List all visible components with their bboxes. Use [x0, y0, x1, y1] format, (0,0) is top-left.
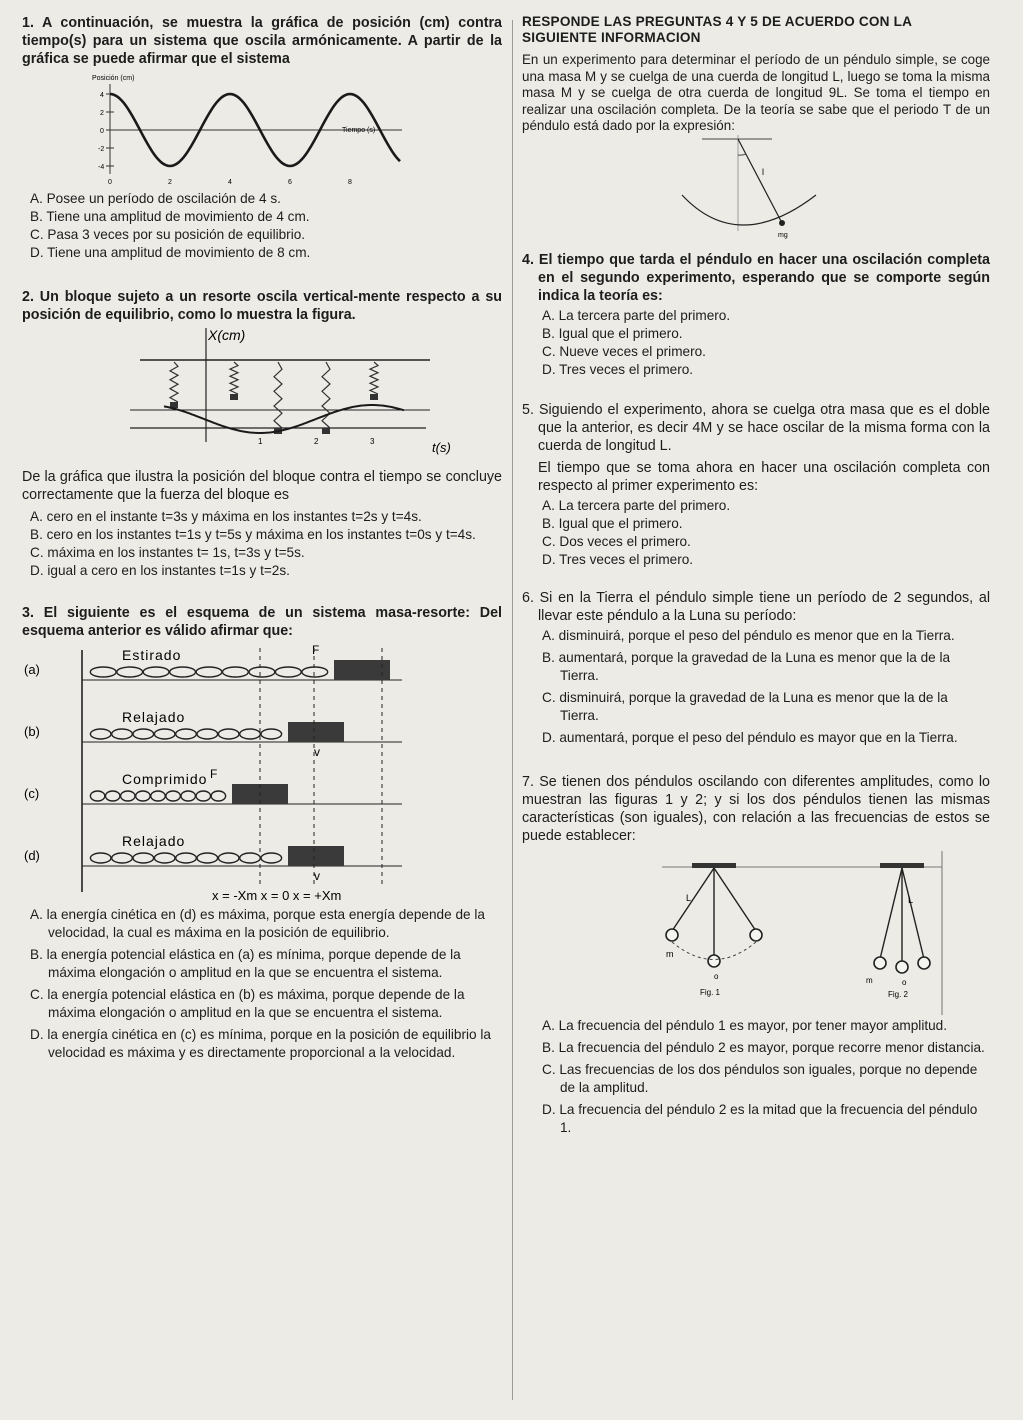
q2-xtick: 1 — [258, 437, 263, 446]
spring-loop — [197, 729, 218, 739]
spring-loop — [196, 791, 210, 801]
q2-spring-chart — [130, 324, 460, 464]
spring-loop — [240, 729, 261, 739]
spring-loop — [154, 853, 175, 863]
q3-arrow-label: F — [312, 643, 320, 657]
q7-pendulums-figure — [532, 847, 972, 1017]
q1-option-a: A. Posee un período de oscilación de 4 s. — [30, 191, 281, 206]
spring-loop — [133, 729, 154, 739]
q1-xtick: 8 — [348, 179, 352, 186]
q5-stem: 5. Siguiendo el experimento, ahora se cuelga otra masa que es el doble que la anterior, es decir 4M y se hace oscilar de la misma forma con la cuerda de longitud L. — [522, 401, 990, 454]
spring-loop — [90, 729, 111, 739]
spring-loop — [275, 667, 301, 677]
spring-mass — [370, 394, 378, 400]
spring-loop — [176, 729, 197, 739]
q1-option-b: B. Tiene una amplitud de movimiento de 4 cm. — [30, 209, 310, 224]
right-column — [522, 14, 990, 1137]
pendulum-diagram — [672, 135, 832, 245]
q2-xtick: 3 — [370, 437, 375, 446]
q7-stem: 7. Se tienen dos péndulos oscilando con diferentes amplitudes, como lo muestran las figuras 1 y 2; y si los dos péndulos tienen las mismas características (son iguales), con relación a las frecuencias de estos se puede establecer: — [522, 773, 990, 844]
mass-block — [288, 846, 344, 866]
q1-option-d: D. Tiene una amplitud de movimiento de 8 cm. — [30, 245, 311, 260]
spring-loop — [121, 791, 135, 801]
q2-option-c: C. máxima en los instantes t= 1s, t=3s y t=5s. — [30, 545, 305, 560]
left-column — [22, 14, 502, 1062]
spring-loop — [166, 791, 180, 801]
spring-loop — [223, 667, 249, 677]
q3-state-label: Comprimido — [122, 771, 208, 787]
fig1-mass-label: m — [666, 948, 674, 959]
spring-loop — [302, 667, 328, 677]
q3-option-a: A. la energía cinética en (d) es máxima, porque esta energía depende de la velocidad, la cual es máxima en la posición de equilibrio. — [30, 907, 485, 940]
q1-xtick: 4 — [228, 179, 232, 186]
mass-block — [288, 722, 344, 742]
fig2-mass-label: m — [866, 975, 873, 985]
info-heading-1: RESPONDE LAS PREGUNTAS 4 Y 5 DE ACUERDO CON LA — [522, 14, 913, 29]
q3-state-label: Relajado — [122, 709, 186, 725]
q5-stem-2: El tiempo que se toma ahora en hacer una oscilación completa con respecto al primer experimento es: — [538, 459, 990, 494]
fig2-origin-label: o — [902, 977, 907, 987]
q5-option-a: A. La tercera parte del primero. — [542, 497, 731, 513]
q1-ytick: -4 — [98, 164, 105, 171]
spring-loop — [218, 853, 239, 863]
q3-arrow-label: v — [314, 745, 320, 759]
q3-stem: 3. El siguiente es el esquema de un sistema masa-resorte: Del esquema anterior es válido afirmar que: — [22, 605, 502, 639]
fig1-length-label: L — [686, 892, 692, 903]
q3-state-tag: (a) — [24, 662, 40, 677]
q7-option-a: A. La frecuencia del péndulo 1 es mayor, por tener mayor amplitud. — [542, 1017, 948, 1033]
spring-coil — [170, 362, 178, 402]
q1-xtick: 6 — [288, 179, 292, 186]
spring-loop — [90, 667, 116, 677]
q3-arrow-label: F — [210, 767, 218, 781]
spring-loop — [112, 853, 133, 863]
q3-state-label: Relajado — [122, 833, 186, 849]
spring-loop — [143, 667, 169, 677]
spring-loop — [154, 729, 175, 739]
q3-option-c: C. la energía potencial elástica en (b) es máxima, porque depende de la máxima elongación o amplitud en la que se encuentra el sistema. — [30, 987, 465, 1020]
q1-position-chart — [62, 70, 422, 188]
info-heading-2: SIGUIENTE INFORMACION — [522, 30, 701, 45]
spring-loop — [261, 729, 282, 739]
q4-option-c: C. Nueve veces el primero. — [542, 343, 706, 359]
q3-state-tag: (b) — [24, 724, 40, 739]
spring-coil — [274, 362, 282, 428]
q3-arrow-label: v — [314, 869, 320, 883]
q1-option-c: C. Pasa 3 veces por su posición de equilibrio. — [30, 227, 306, 242]
q4-option-a: A. La tercera parte del primero. — [542, 307, 731, 323]
q1-ytick: 0 — [100, 128, 104, 135]
spring-loop — [218, 729, 239, 739]
q3-mass-spring-diagram — [22, 642, 462, 904]
q6-option-c: C. disminuirá, porque la gravedad de la Luna es menor que la de la Tierra. — [542, 689, 948, 723]
spring-loop — [90, 853, 111, 863]
pendulum-length-label: l — [762, 166, 764, 177]
q7-option-d: D. La frecuencia del péndulo 2 es la mitad que la frecuencia del péndulo 1. — [542, 1101, 978, 1135]
q6-option-d: D. aumentará, porque el peso del péndulo es mayor que en la Tierra. — [542, 729, 958, 745]
q1-stem: 1. A continuación, se muestra la gráfica de posición (cm) contra tiempo(s) para un sistema que oscila armónicamente. A partir de la gráfica se puede afirmar que el sistema — [22, 15, 502, 67]
fig2-length-label: L — [908, 894, 914, 905]
q1-ytick: -2 — [98, 146, 105, 153]
q2-stem: 2. Un bloque sujeto a un resorte oscila vertical-mente respecto a su posición de equilibrio, como lo muestra la figura. — [22, 289, 502, 323]
q2-xlabel: t(s) — [432, 440, 451, 455]
spring-loop — [196, 667, 222, 677]
q5-option-b: B. Igual que el primero. — [542, 515, 683, 531]
q1-xtick: 2 — [168, 179, 172, 186]
spring-loop — [211, 791, 225, 801]
q3-state-tag: (d) — [24, 848, 40, 863]
q1-xlabel: Tiempo (s) — [342, 127, 376, 134]
spring-mass — [230, 394, 238, 400]
mass-block — [334, 660, 390, 680]
spring-loop — [197, 853, 218, 863]
spring-loop — [240, 853, 261, 863]
spring-loop — [136, 791, 150, 801]
q5-option-c: C. Dos veces el primero. — [542, 533, 691, 549]
q3-option-d: D. la energía cinética en (c) es mínima, porque en la posición de equilibrio la velocidad es máxima y es directamente proporcional a la velocidad. — [30, 1027, 491, 1060]
fig1-caption: Fig. 1 — [700, 987, 721, 997]
spring-coil — [370, 362, 378, 394]
q2-position-curve — [164, 405, 404, 433]
q2-option-d: D. igual a cero en los instantes t=1s y t=2s. — [30, 563, 290, 578]
q1-ylabel: Posición (cm) — [92, 75, 135, 82]
q6-stem: 6. Si en la Tierra el péndulo simple tiene un período de 2 segundos, al llevar este péndulo a la Luna su período: — [522, 589, 990, 624]
q3-state-tag: (c) — [24, 786, 40, 801]
spring-loop — [133, 853, 154, 863]
q4-option-d: D. Tres veces el primero. — [542, 361, 694, 377]
info-text: En un experimento para determinar el período de un péndulo simple, se coge una masa M y se cuelga de una cuerda de longitud L, luego se toma la misma masa M y se cuelga de otra cuerda de longitud 9L. Se toma el tiempo en realizar una oscilación completa. De la teoría se sabe que el periodo T de un péndulo está dado por la expresión: — [522, 52, 990, 133]
spring-coil — [230, 362, 238, 394]
spring-loop — [170, 667, 196, 677]
spring-loop — [117, 667, 143, 677]
q6-option-b: B. aumentará, porque la gravedad de la Luna es menor que la de la Tierra. — [542, 649, 951, 683]
q5-option-d: D. Tres veces el primero. — [542, 551, 694, 567]
q2-xtick: 2 — [314, 437, 319, 446]
fig2-caption: Fig. 2 — [888, 989, 909, 999]
q2-ylabel: X(cm) — [208, 327, 246, 343]
q4-option-b: B. Igual que el primero. — [542, 325, 683, 341]
q6-option-a: A. disminuirá, porque el peso del péndulo es menor que en la Tierra. — [542, 627, 955, 643]
spring-loop — [151, 791, 165, 801]
spring-coil — [322, 362, 330, 428]
spring-loop — [90, 791, 104, 801]
q3-option-b: B. la energía potencial elástica en (a) es mínima, porque depende de la máxima elongación o amplitud en la que se encuentra el sistema. — [30, 947, 461, 980]
q7-option-b: B. La frecuencia del péndulo 2 es mayor, porque recorre menor distancia. — [542, 1039, 985, 1055]
spring-loop — [112, 729, 133, 739]
q7-option-c: C. Las frecuencias de los dos péndulos son iguales, porque no depende de la amplitud. — [542, 1061, 978, 1095]
column-divider — [512, 20, 513, 1400]
fig1-origin-label: o — [714, 971, 719, 981]
spring-mass — [322, 428, 330, 434]
spring-loop — [181, 791, 195, 801]
q2-option-b: B. cero en los instantes t=1s y t=5s y máxima en los instantes t=0s y t=4s. — [30, 527, 476, 542]
spring-loop — [106, 791, 120, 801]
spring-loop — [261, 853, 282, 863]
q1-ytick: 2 — [100, 110, 104, 117]
q1-xtick: 0 — [108, 179, 112, 186]
q3-state-label: Estirado — [122, 647, 182, 663]
q1-ytick: 4 — [100, 92, 104, 99]
spring-loop — [249, 667, 275, 677]
q3-axis-labels: x = -Xm x = 0 x = +Xm — [212, 888, 342, 903]
spring-loop — [176, 853, 197, 863]
q4-stem: 4. El tiempo que tarda el péndulo en hacer una oscilación completa en el segundo experimento, esperando que se comporte según indica la teoría es: — [522, 251, 990, 304]
pendulum-weight-label: mg — [778, 231, 788, 239]
q2-conclusion: De la gráfica que ilustra la posición del bloque contra el tiempo se concluye correctamente que la fuerza del bloque es — [22, 469, 502, 503]
q2-option-a: A. cero en el instante t=3s y máxima en los instantes t=2s y t=4s. — [30, 509, 422, 524]
